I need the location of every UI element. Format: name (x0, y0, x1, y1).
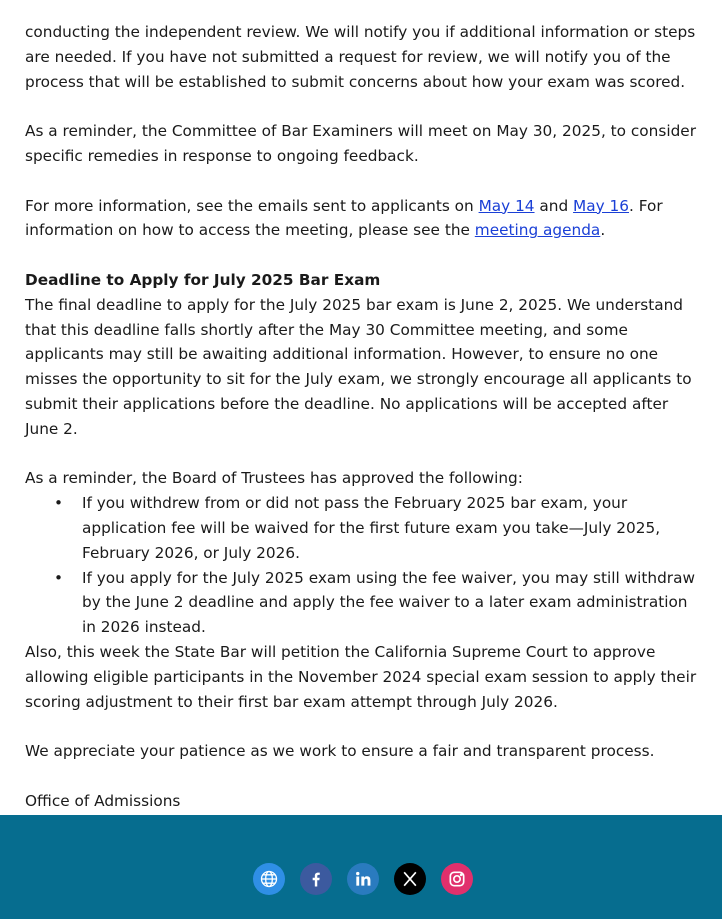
linkedin-icon[interactable] (347, 863, 379, 895)
list-item: • If you apply for the July 2025 exam using the fee waiver, you may still withdraw by the June 2 deadline and apply the fee waiver to a later exam administration in 2026 instead. (82, 566, 705, 640)
text-segment: . For information on how to access the meeting, please see the (25, 196, 663, 240)
meeting-agenda-link[interactable]: meeting agenda (474, 221, 601, 240)
paragraph-board-reminder: As a reminder, the Board of Trustees has approved the following: (25, 469, 523, 488)
paragraph-committee-reminder: As a reminder, the Committee of Bar Examiners will meet on May 30, 2025, to consider specific remedies in response to ongoing feedback. (25, 122, 696, 165)
footer (0, 815, 722, 919)
facebook-icon[interactable] (300, 863, 332, 895)
may-16-link[interactable]: May 16 (573, 196, 629, 215)
paragraph-deadline: The final deadline to apply for the July 2025 bar exam is June 2, 2025. We understand that this deadline falls shortly after the May 30 Committee meeting, and some applicants may still be awaiting additional information. However, to ensure no one misses the opportunity to sit for the July exam, we strongly encourage all applicants to submit their applications before the deadline. No applications will be accepted after June 2. (25, 295, 692, 438)
section-heading: Deadline to Apply for July 2025 Bar Exam (25, 270, 381, 289)
list-item: • If you withdrew from or did not pass the February 2025 bar exam, your application fee will be waived for the first future exam you take—July 2025, February 2026, or July 2026. (82, 491, 705, 565)
paragraph-appreciation: We appreciate your patience as we work to ensure a fair and transparent process. (25, 742, 655, 761)
globe-icon[interactable] (253, 863, 285, 895)
social-links (253, 863, 473, 895)
paragraph-petition: Also, this week the State Bar will petition the California Supreme Court to approve allowing eligible participants in the November 2024 special exam session to apply their scoring adjustment to their first bar exam attempt through July 2026. (25, 642, 697, 711)
may-14-link[interactable]: May 14 (478, 196, 535, 215)
instagram-icon[interactable] (441, 863, 473, 895)
approved-items-list (25, 491, 705, 640)
paragraph-more-info (25, 194, 705, 244)
text-segment: . (600, 221, 606, 240)
text-segment: and (534, 196, 574, 215)
signature-office: Office of Admissions (25, 791, 181, 810)
paragraph-review: conducting the independent review. We will notify you if additional information or steps are needed. If you have not submitted a request for review, we will notify you of the process that will be established to submit concerns about how your exam was scored. (25, 23, 696, 91)
email-body (25, 20, 705, 838)
x-icon[interactable] (394, 863, 426, 895)
text-segment: For more information, see the emails sent to applicants on (25, 196, 479, 215)
